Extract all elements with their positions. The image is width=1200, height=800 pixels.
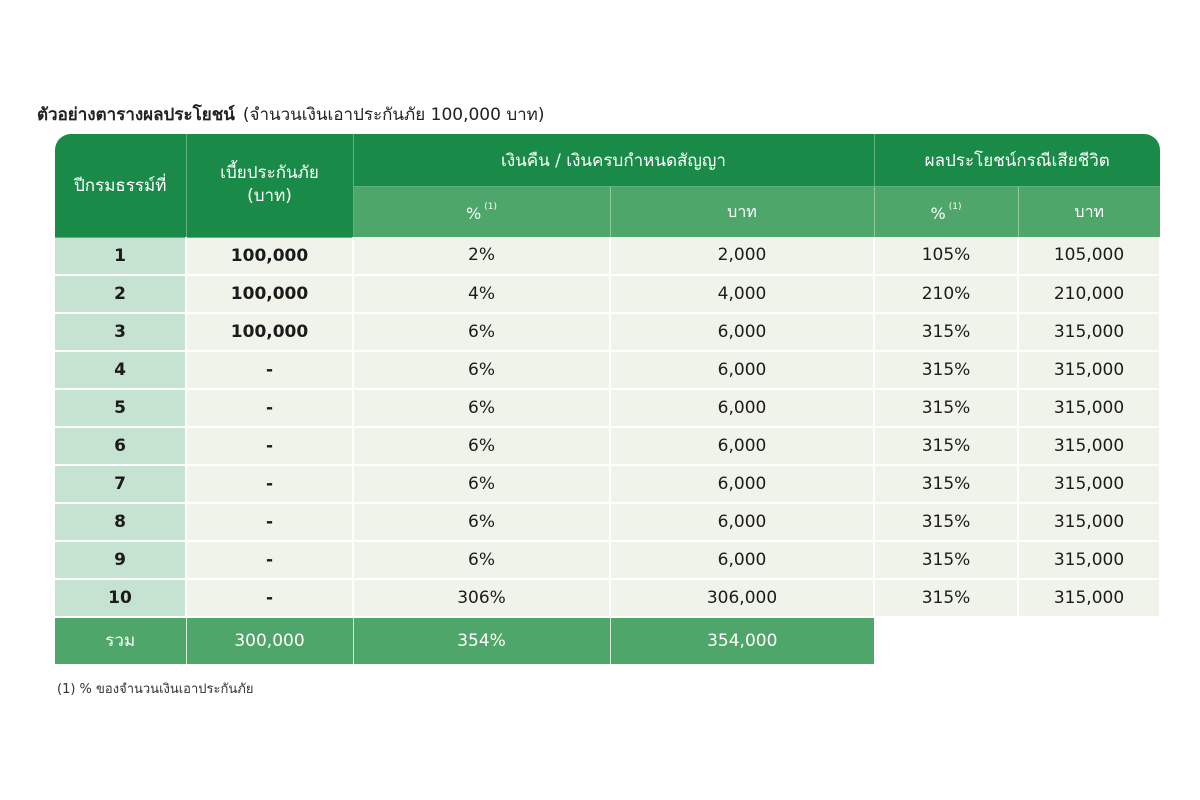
premium: - [186, 541, 353, 579]
death-benefit-percent: 315% [874, 389, 1018, 427]
death-benefit-baht: 315,000 [1018, 427, 1160, 465]
policy-year: 6 [55, 427, 186, 465]
cash-back-baht: 6,000 [610, 389, 874, 427]
table-row [55, 275, 1160, 313]
policy-year: 5 [55, 389, 186, 427]
policy-year: 10 [55, 579, 186, 617]
cash-back-percent: 306% [353, 579, 610, 617]
death-benefit-baht: 105,000 [1018, 237, 1160, 275]
cash-back-percent: 6% [353, 465, 610, 503]
premium: - [186, 465, 353, 503]
footnote-ref: (1) [948, 201, 962, 212]
cash-back-baht: 6,000 [610, 427, 874, 465]
header-death-benefit-percent [874, 187, 1018, 238]
cash-back-baht: 4,000 [610, 275, 874, 313]
table-row [55, 237, 1160, 275]
cash-back-percent: 6% [353, 313, 610, 351]
premium: - [186, 389, 353, 427]
death-benefit-percent: 210% [874, 275, 1018, 313]
table-row [55, 313, 1160, 351]
footnote: (1) % ของจำนวนเงินเอาประกันภัย [57, 682, 254, 697]
table-row [55, 541, 1160, 579]
cash-back-percent: 6% [353, 503, 610, 541]
premium: - [186, 427, 353, 465]
footnote-ref: (1) [484, 201, 497, 212]
cash-back-baht: 6,000 [610, 465, 874, 503]
death-benefit-baht: 315,000 [1018, 465, 1160, 503]
total-premium: 300,000 [186, 617, 353, 664]
total-cash-back-baht: 354,000 [610, 617, 874, 664]
table-row [55, 427, 1160, 465]
cash-back-baht: 2,000 [610, 237, 874, 275]
cash-back-percent: 4% [353, 275, 610, 313]
policy-year: 9 [55, 541, 186, 579]
cash-back-baht: 306,000 [610, 579, 874, 617]
header-policy-year: ปีกรมธรรม์ที่ [55, 134, 186, 237]
header-cash-back-group: เงินคืน / เงินครบกำหนดสัญญา [353, 134, 874, 187]
death-benefit-percent: 315% [874, 541, 1018, 579]
policy-year: 4 [55, 351, 186, 389]
header-premium-line1: เบี้ยประกันภัย [220, 163, 319, 184]
table-row [55, 351, 1160, 389]
death-benefit-percent: 315% [874, 351, 1018, 389]
header-premium-line2: (บาท) [247, 186, 292, 207]
total-cash-back-percent: 354% [353, 617, 610, 664]
table-row [55, 503, 1160, 541]
table-title-sub: (จำนวนเงินเอาประกันภัย 100,000 บาท) [242, 105, 545, 125]
table-row [55, 579, 1160, 617]
header-cash-back-baht: บาท [610, 187, 874, 238]
premium: 100,000 [186, 275, 353, 313]
death-benefit-baht: 315,000 [1018, 389, 1160, 427]
cash-back-baht: 6,000 [610, 351, 874, 389]
table-title-main: ตัวอย่างตารางผลประโยชน์ [37, 105, 235, 125]
header-death-benefit-baht: บาท [1018, 187, 1160, 238]
total-row [55, 617, 1160, 664]
death-benefit-percent: 315% [874, 465, 1018, 503]
death-benefit-baht: 315,000 [1018, 503, 1160, 541]
table-title [37, 101, 545, 128]
death-benefit-percent: 315% [874, 427, 1018, 465]
policy-year: 8 [55, 503, 186, 541]
death-benefit-percent: 315% [874, 503, 1018, 541]
death-benefit-baht: 210,000 [1018, 275, 1160, 313]
death-benefit-baht: 315,000 [1018, 541, 1160, 579]
policy-year: 2 [55, 275, 186, 313]
header-cash-back-percent [353, 187, 610, 238]
cash-back-percent: 6% [353, 351, 610, 389]
cash-back-percent: 6% [353, 427, 610, 465]
percent-label: % [466, 203, 482, 223]
total-label: รวม [55, 617, 186, 664]
cash-back-baht: 6,000 [610, 313, 874, 351]
cash-back-baht: 6,000 [610, 541, 874, 579]
table-row [55, 465, 1160, 503]
header-death-benefit-group: ผลประโยชน์กรณีเสียชีวิต [874, 134, 1160, 187]
header-premium [186, 134, 353, 237]
percent-label: % [930, 203, 946, 223]
premium: - [186, 579, 353, 617]
death-benefit-baht: 315,000 [1018, 313, 1160, 351]
death-benefit-baht: 315,000 [1018, 351, 1160, 389]
benefit-table [55, 134, 1161, 664]
premium: - [186, 503, 353, 541]
cash-back-baht: 6,000 [610, 503, 874, 541]
premium: 100,000 [186, 313, 353, 351]
premium: - [186, 351, 353, 389]
death-benefit-percent: 315% [874, 579, 1018, 617]
cash-back-percent: 2% [353, 237, 610, 275]
total-empty [874, 617, 1160, 664]
cash-back-percent: 6% [353, 541, 610, 579]
death-benefit-percent: 315% [874, 313, 1018, 351]
premium: 100,000 [186, 237, 353, 275]
policy-year: 7 [55, 465, 186, 503]
death-benefit-percent: 105% [874, 237, 1018, 275]
cash-back-percent: 6% [353, 389, 610, 427]
policy-year: 1 [55, 237, 186, 275]
death-benefit-baht: 315,000 [1018, 579, 1160, 617]
policy-year: 3 [55, 313, 186, 351]
table-row [55, 389, 1160, 427]
